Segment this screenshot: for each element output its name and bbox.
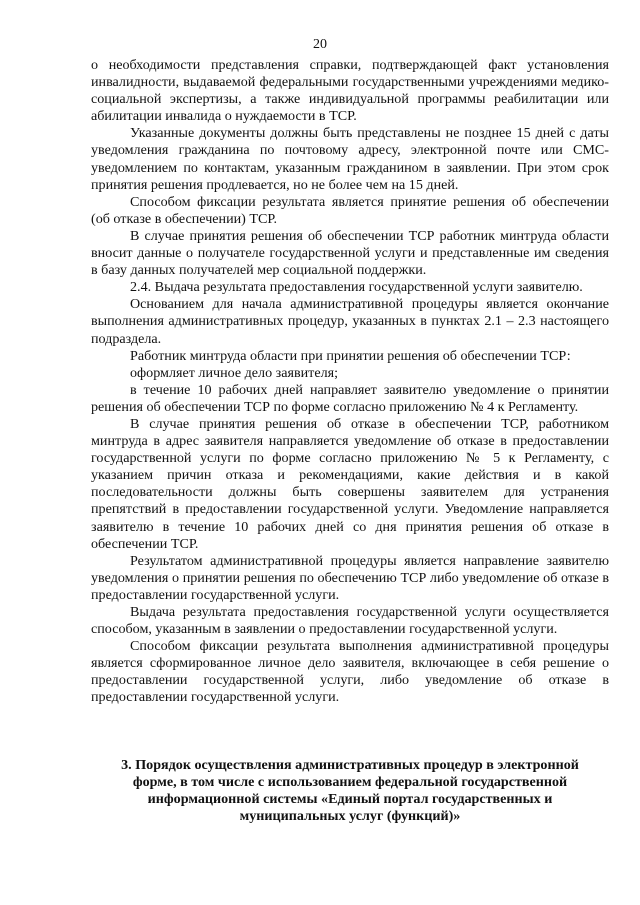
document-body [91,57,609,707]
paragraph-procedure-result: Результатом административной процедуры является направление заявителю уведомления о принятии решения по обеспечению ТСР либо уведомление об отказе в предоставлении государственной услуги. [91,552,609,603]
paragraph-delivery-method: Выдача результата предоставления государственной услуги осуществляется способом, указанным в заявлении о предоставлении государственной услуги. [91,604,609,638]
paragraph-worker-actions: Работник минтруда области при принятии решения об обеспечении ТСР: [130,347,571,364]
paragraph-basis: Основанием для начала административной процедуры является окончание выполнения административных процедур, указанных в пунктах 2.1 – 2.3 настоящего подраздела. [91,296,609,347]
paragraph-personal-file: оформляет личное дело заявителя; [130,364,339,381]
section-heading-line: муниципальных услуг (функций)» [239,808,461,825]
paragraph-result-fixation: Способом фиксации результата выполнения административной процедуры является сформированное личное дело заявителя, включающее в себя решение о предоставлении государственной услуги, либо уведомление об отказе в предоставлении государственной услуги. [91,638,609,706]
section-heading-line: 3. Порядок осуществления административных процедур в электронной [121,757,579,773]
paragraph-documents-deadline: Указанные документы должны быть представлены не позднее 15 дней с даты уведомления гражданина по почтовому адресу, электронной почте или СМС-уведомлением по контактам, указанным гражданином в заявлении. При этом срок принятия решения продлевается, но не более чем на 15 дней. [91,125,609,193]
page-number: 20 [313,37,327,52]
section-heading-line: информационной системы «Единый портал государственных и [147,791,553,808]
paragraph-continuation: о необходимости представления справки, подтверждающей факт установления инвалидности, выдаваемой федеральными государственными учреждениями медико-социальной экспертизы, а также индивидуальной программы реабилитации или абилитации инвалида о нуждаемости в ТСР. [91,57,609,125]
paragraph-decision-provision: В случае принятия решения об обеспечении ТСР работник минтруда области вносит данные о получателе государственной услуги и представленные им сведения в базу данных получателей мер социальной поддержки. [91,227,609,279]
paragraph-refusal-case: В случае принятия решения об отказе в обеспечении ТСР, работником минтруда в адрес заявителя направляется уведомление об отказе в предоставлении государственной услуги по форме согласно приложению № 5 к Регламенту, с указанием причин отказа и рекомендациями, какие действия и в какой последовательности должны быть совершены заявителем для устранения препятствий в предоставлении государственной услуги. Уведомление направляется заявителю в течение 10 рабочих дней со дня принятия решения об отказе в обеспечении ТСР. [91,415,609,552]
section-heading-line: форме, в том числе с использованием федеральной государственной [132,774,568,791]
paragraph-section-2-4: 2.4. Выдача результата предоставления государственной услуги заявителю. [130,279,583,296]
paragraph-notification-10-days: в течение 10 рабочих дней направляет заявителю уведомление о принятии решения об обеспечении ТСР по форме согласно приложению № 4 к Регламенту. [91,381,609,415]
paragraph-fixation-method: Способом фиксации результата является принятие решения об обеспечении (об отказе в обеспечении) ТСР. [91,193,609,227]
section-heading [91,757,609,825]
